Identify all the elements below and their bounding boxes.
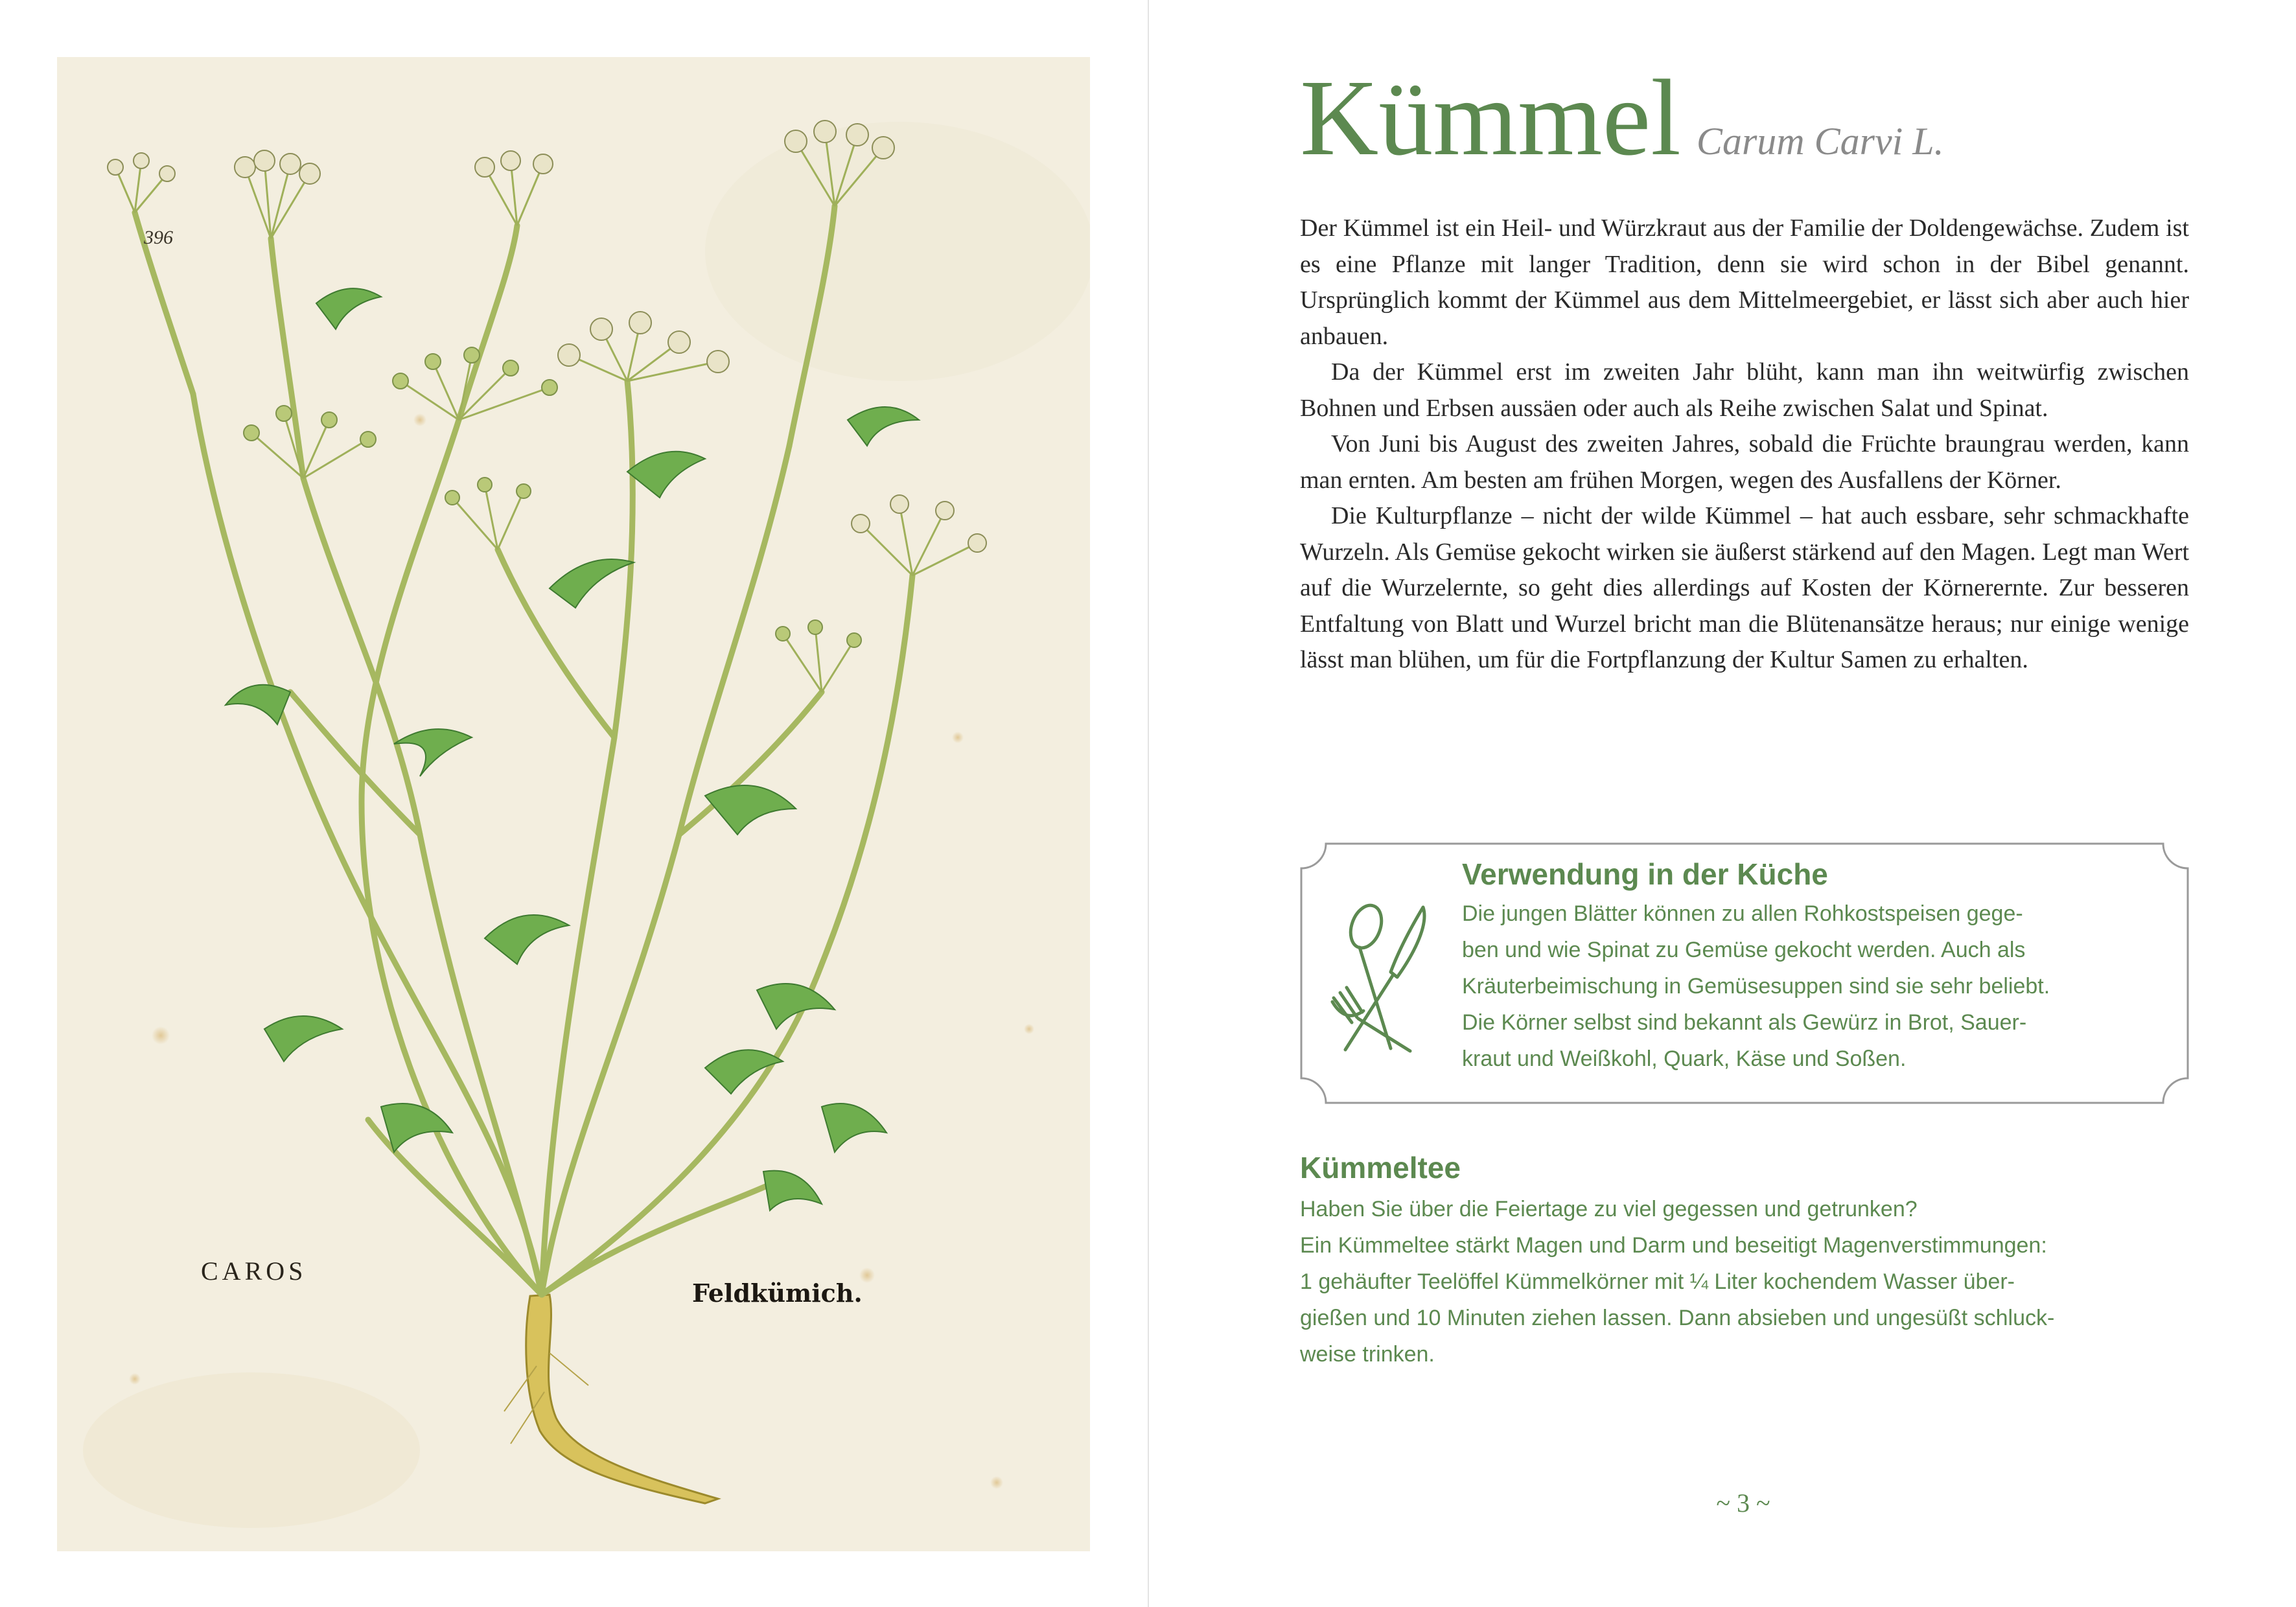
tea-line: weise trinken. <box>1300 1342 1435 1367</box>
tea-line: gießen und 10 Minuten ziehen lassen. Dann absieben und ungesüßt schluck- <box>1300 1306 2055 1330</box>
tea-line: 1 gehäufter Teelöffel Kümmelkörner mit ¼ Liter kochendem Wasser über- <box>1300 1269 2015 1294</box>
paragraph: Die Kulturpflanze – nicht der wilde Kümmel – hat auch essbare, sehr schmackhafte Wurzeln. Als Gemüse gekocht wirken sie äußerst stärkend auf den Magen. Legt man Wert auf die Wurzelernte, so geht dies allerdings auf Kosten der Körnerernte. Zur besseren Entfaltung von Blatt und Wurzel bricht man die Blütenansätze heraus; nur einige wenige lässt man blühen, um für die Fortpflanzung der Kultur Samen zu erhalten. <box>1300 502 2189 673</box>
botanical-illustration <box>57 57 1090 1551</box>
box-line: Kräuterbeimischung in Gemüsesuppen sind sie sehr beliebt. <box>1462 974 2050 999</box>
box-line: kraut und Weißkohl, Quark, Käse und Soßen. <box>1462 1046 1907 1071</box>
plate-latin-label: CAROS <box>201 1256 307 1286</box>
paragraph: Da der Kümmel erst im zweiten Jahr blüht, kann man ihn weitwürfig zwischen Bohnen und Erbsen aussäen oder auch als Reihe zwischen Salat und Spinat. <box>1300 358 2189 422</box>
box-line: Die Körner selbst sind bekannt als Gewürz in Brot, Sauer- <box>1462 1010 2027 1035</box>
page-gutter <box>1148 0 1149 1607</box>
paragraph: Von Juni bis August des zweiten Jahres, sobald die Früchte braungrau werden, kann man ernten. Am besten am frühen Morgen, wegen des Ausfallens der Körner. <box>1300 430 2189 494</box>
cutlery-icon <box>1326 901 1436 1056</box>
tea-line: Ein Kümmeltee stärkt Magen und Darm und beseitigt Magenverstimmungen: <box>1300 1233 2047 1258</box>
plate-page-number: 396 <box>144 227 173 248</box>
paragraph: Der Kümmel ist ein Heil- und Würzkraut aus der Familie der Doldengewächse. Zudem ist es eine Pflanze mit langer Tradition, denn sie wird schon in der Bibel genannt. Ursprünglich kommt der Kümmel aus dem Mittelmeergebiet, er lässt sich aber auch hier anbauen. <box>1300 214 2189 350</box>
body-text <box>1300 211 2189 678</box>
heading <box>1300 53 2207 183</box>
kitchen-use-box <box>1300 842 2189 1104</box>
tea-section-title: Kümmeltee <box>1300 1151 1461 1185</box>
tea-section-text <box>1300 1191 2194 1372</box>
box-line: ben und wie Spinat zu Gemüse gekocht werden. Auch als <box>1462 938 2026 962</box>
box-text <box>1462 896 2162 1077</box>
page-number: ~ 3 ~ <box>1716 1488 1770 1518</box>
plate-german-label: Feldkümich. <box>692 1278 863 1308</box>
page-title: Kümmel <box>1300 58 1681 178</box>
latin-name: Carum Carvi L. <box>1696 120 1944 163</box>
box-title: Verwendung in der Küche <box>1462 857 1828 891</box>
caraway-plant-drawing <box>57 57 1090 1551</box>
tea-line: Haben Sie über die Feiertage zu viel gegessen und getrunken? <box>1300 1197 1918 1221</box>
box-line: Die jungen Blätter können zu allen Rohkostspeisen gege- <box>1462 901 2023 926</box>
